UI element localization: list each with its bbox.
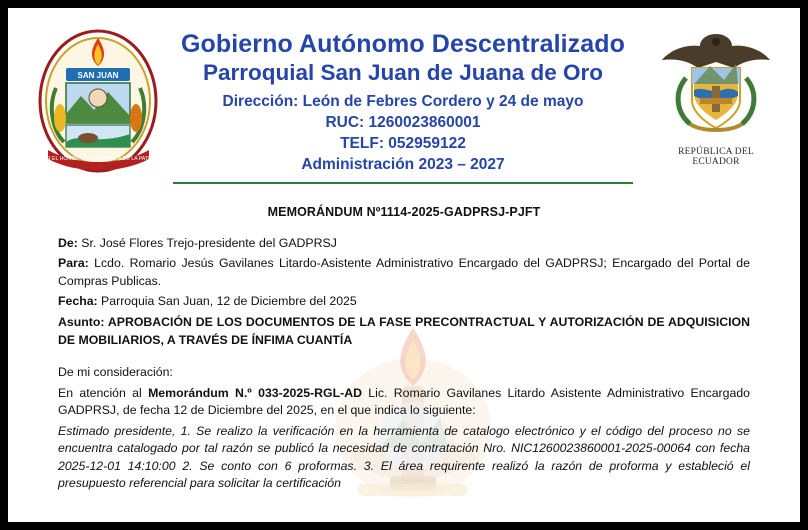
document-header: [8, 8, 800, 193]
reference-prefix: En atención al: [58, 385, 149, 400]
parish-seal-icon: [36, 26, 161, 176]
coat-of-arms-caption: REPÚBLICA DEL ECUADOR: [678, 147, 754, 167]
svg-text:SAN JUAN: SAN JUAN: [77, 71, 119, 80]
reference-suffix: Lic. Romario Gavilanes Litardo Asistente Administrativo Encargado GADPRSJ, de fecha 12 de Diciembre del 2025, en el que indica lo siguiente:: [58, 385, 750, 418]
org-address: Dirección: León de Febres Cordero y 24 de mayo: [222, 92, 584, 110]
org-ruc: RUC: 1260023860001: [325, 113, 481, 131]
header-divider: [173, 182, 633, 184]
national-coat-of-arms-icon: [656, 28, 776, 167]
field-para: [58, 255, 750, 290]
field-asunto-label: Asunto:: [58, 314, 105, 329]
field-fecha-value: Parroquia San Juan, 12 de Diciembre del 2025: [97, 294, 357, 309]
org-administration: Administración 2023 – 2027: [301, 155, 505, 173]
document-body: [58, 235, 750, 493]
reference-paragraph: [58, 385, 750, 420]
reference-memo-number: Memorándum N.º 033-2025-RGL-AD: [148, 385, 362, 400]
field-de-label: De:: [58, 236, 78, 250]
field-de-value: Sr. José Flores Trejo-presidente del GADPRSJ: [77, 236, 337, 250]
field-fecha: [58, 293, 750, 310]
field-asunto-value: APROBACIÓN DE LOS DOCUMENTOS DE LA FASE PRECONTRACTUAL Y AUTORIZACIÓN DE ADQUISICION DE MOBILIARIOS, A TRAVÉS DE ÍNFIMA CUANTÍA: [58, 314, 750, 347]
org-name-line2: Parroquial San Juan de Juana de Oro: [202, 60, 604, 85]
svg-text:POR EL HONOR Y LA GRANDEZA DE: POR EL HONOR Y LA GRANDEZA DE LA PATRIA: [39, 156, 157, 162]
salutation: De mi consideración:: [58, 365, 173, 380]
org-phone: TELF: 052959122: [340, 134, 466, 152]
memo-number: MEMORÁNDUM Nº1114-2025-GADPRSJ-PJFT: [267, 205, 541, 219]
field-asunto: [58, 314, 750, 350]
field-de: [58, 235, 750, 252]
field-fecha-label: Fecha:: [58, 294, 98, 309]
org-name-line1: Gobierno Autónomo Descentralizado: [180, 30, 626, 58]
header-title-block: [168, 30, 638, 176]
document-page: [8, 8, 800, 522]
quoted-paragraph: Estimado presidente, 1. Se realizo la verificación en la herramienta de catalogo electrónico y el código del proceso no se encuentra catalogado por tal razón se publicó la necesidad de contratación Nro. NIC1260023860001-2025-00064 con fecha 2025-12-01 14:10:00 2. Se conto con 6 proformas. 3. El área requirente realizó la razón de proforma y estableció el presupuesto referencial para solicitar la certificación: [58, 423, 750, 491]
field-para-value: Lcdo. Romario Jesús Gavilanes Litardo-Asistente Administrativo Encargado del GADPRSJ; Encargado del Portal de Compras Publicas.: [58, 256, 750, 288]
field-para-label: Para:: [58, 256, 89, 271]
